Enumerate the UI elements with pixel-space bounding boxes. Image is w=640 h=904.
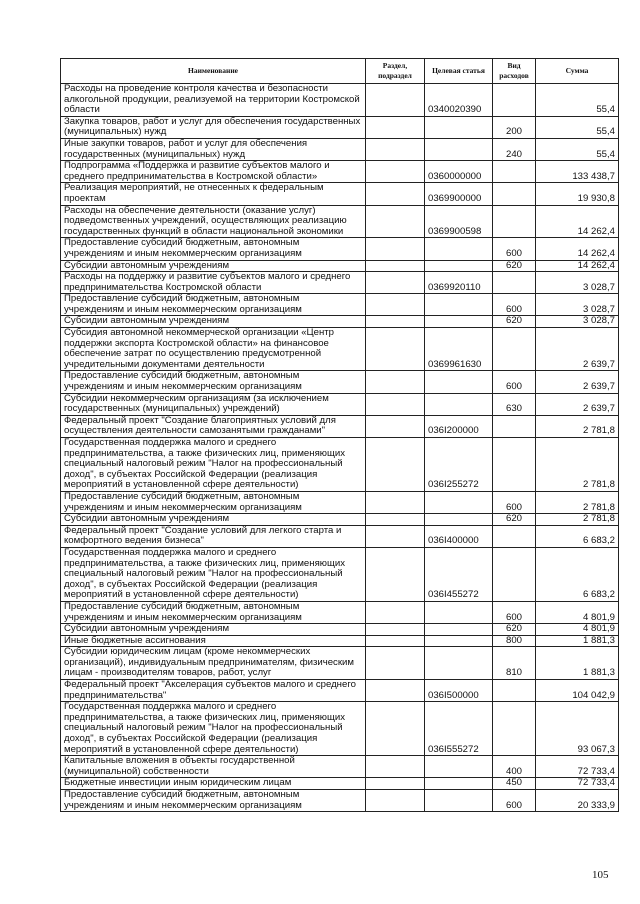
- row-target-cell: [425, 294, 493, 316]
- table-body: [61, 84, 619, 812]
- row-target-cell: [425, 260, 493, 272]
- row-sum-cell: 19 930,8: [536, 183, 619, 205]
- row-sum-cell: 14 262,4: [536, 238, 619, 260]
- row-name-cell: Предоставление субсидий бюджетным, автономным учреждениям и иным некоммерческим организациям: [61, 491, 366, 513]
- row-type-cell: 620: [493, 260, 536, 272]
- row-type-cell: 600: [493, 238, 536, 260]
- table-row: [61, 547, 619, 601]
- table-header-row: [61, 59, 619, 84]
- row-type-cell: 620: [493, 514, 536, 526]
- row-type-cell: [493, 415, 536, 437]
- row-sum-cell: 2 639,7: [536, 328, 619, 371]
- table-row: [61, 601, 619, 623]
- row-type-cell: 400: [493, 756, 536, 778]
- table-row: [61, 702, 619, 756]
- table-row: [61, 635, 619, 647]
- row-type-cell: 450: [493, 778, 536, 790]
- row-type-cell: 600: [493, 294, 536, 316]
- row-sum-cell: 1 881,3: [536, 635, 619, 647]
- table-row: [61, 491, 619, 513]
- row-type-cell: 600: [493, 601, 536, 623]
- row-target-cell: [425, 138, 493, 160]
- row-sum-cell: 3 028,7: [536, 316, 619, 328]
- row-name-cell: Федеральный проект "Акселерация субъектов малого и среднего предпринимательства": [61, 680, 366, 702]
- row-section-cell: [366, 393, 425, 415]
- row-name-cell: Предоставление субсидий бюджетным, автономным учреждениям и иным некоммерческим организациям: [61, 294, 366, 316]
- row-target-cell: 0340020390: [425, 84, 493, 117]
- row-name-cell: Субсидии автономным учреждениям: [61, 316, 366, 328]
- row-section-cell: [366, 547, 425, 601]
- table-row: [61, 647, 619, 680]
- row-type-cell: [493, 438, 536, 492]
- row-target-cell: 0369900598: [425, 205, 493, 238]
- row-target-cell: [425, 601, 493, 623]
- row-sum-cell: 4 801,9: [536, 601, 619, 623]
- row-section-cell: [366, 116, 425, 138]
- table-row: [61, 778, 619, 790]
- row-type-cell: [493, 183, 536, 205]
- row-section-cell: [366, 790, 425, 812]
- row-type-cell: 800: [493, 635, 536, 647]
- table-row: [61, 790, 619, 812]
- row-target-cell: 036I400000: [425, 525, 493, 547]
- row-type-cell: [493, 702, 536, 756]
- row-target-cell: 036I255272: [425, 438, 493, 492]
- table-row: [61, 525, 619, 547]
- table-row: [61, 238, 619, 260]
- row-section-cell: [366, 238, 425, 260]
- row-sum-cell: 2 781,8: [536, 438, 619, 492]
- table-row: [61, 116, 619, 138]
- row-sum-cell: 2 781,8: [536, 415, 619, 437]
- table-row: [61, 393, 619, 415]
- row-type-cell: 620: [493, 624, 536, 636]
- row-name-cell: Федеральный проект "Создание благоприятных условий для осуществления деятельности самозанятыми гражданами": [61, 415, 366, 437]
- column-header-sum: Сумма: [536, 59, 619, 84]
- table-row: [61, 756, 619, 778]
- row-sum-cell: 55,4: [536, 116, 619, 138]
- row-target-cell: [425, 635, 493, 647]
- row-name-cell: Иные бюджетные ассигнования: [61, 635, 366, 647]
- row-section-cell: [366, 601, 425, 623]
- row-type-cell: [493, 84, 536, 117]
- row-type-cell: [493, 161, 536, 183]
- row-name-cell: Капитальные вложения в объекты государственной (муниципальной) собственности: [61, 756, 366, 778]
- row-sum-cell: 14 262,4: [536, 205, 619, 238]
- row-target-cell: [425, 116, 493, 138]
- row-section-cell: [366, 756, 425, 778]
- row-sum-cell: 3 028,7: [536, 272, 619, 294]
- page-number: 105: [592, 869, 609, 881]
- row-sum-cell: 72 733,4: [536, 778, 619, 790]
- row-section-cell: [366, 316, 425, 328]
- row-section-cell: [366, 647, 425, 680]
- column-header-type: Вид расходов: [493, 59, 536, 84]
- table-row: [61, 161, 619, 183]
- row-target-cell: 036I555272: [425, 702, 493, 756]
- table-row: [61, 138, 619, 160]
- table-row: [61, 680, 619, 702]
- row-type-cell: 600: [493, 491, 536, 513]
- table-row: [61, 294, 619, 316]
- row-target-cell: 036I200000: [425, 415, 493, 437]
- row-section-cell: [366, 680, 425, 702]
- row-type-cell: [493, 547, 536, 601]
- row-name-cell: Предоставление субсидий бюджетным, автономным учреждениям и иным некоммерческим организациям: [61, 601, 366, 623]
- row-target-cell: 0369900000: [425, 183, 493, 205]
- row-section-cell: [366, 702, 425, 756]
- row-sum-cell: 2 781,8: [536, 514, 619, 526]
- row-name-cell: Субсидии автономным учреждениям: [61, 624, 366, 636]
- row-section-cell: [366, 183, 425, 205]
- row-type-cell: 620: [493, 316, 536, 328]
- row-target-cell: [425, 647, 493, 680]
- row-section-cell: [366, 294, 425, 316]
- row-name-cell: Государственная поддержка малого и среднего предпринимательства, а также физических лиц, применяющих специальный налоговый режим "Налог на профессиональный доход", в субъектах Российской Федерации (реализация мероприятий в установленной сфере деятельности): [61, 547, 366, 601]
- row-target-cell: 036I455272: [425, 547, 493, 601]
- row-section-cell: [366, 260, 425, 272]
- table-row: [61, 624, 619, 636]
- row-sum-cell: 6 683,2: [536, 547, 619, 601]
- row-section-cell: [366, 624, 425, 636]
- row-section-cell: [366, 525, 425, 547]
- column-header-target: Целевая статья: [425, 59, 493, 84]
- column-header-section: Раздел, подраздел: [366, 59, 425, 84]
- row-sum-cell: 55,4: [536, 84, 619, 117]
- row-target-cell: [425, 316, 493, 328]
- table-row: [61, 415, 619, 437]
- row-sum-cell: 2 639,7: [536, 371, 619, 393]
- row-name-cell: Субсидии юридическим лицам (кроме некоммерческих организаций), индивидуальным предпринимателям, физическим лицам - производителям товаров, работ, услуг: [61, 647, 366, 680]
- table-row: [61, 328, 619, 371]
- row-section-cell: [366, 138, 425, 160]
- row-type-cell: [493, 680, 536, 702]
- row-name-cell: Расходы на обеспечение деятельности (оказание услуг) подведомственных учреждений, осуществляющих реализацию государственных функций в области национальной экономики: [61, 205, 366, 238]
- row-type-cell: 630: [493, 393, 536, 415]
- row-type-cell: 200: [493, 116, 536, 138]
- row-name-cell: Предоставление субсидий бюджетным, автономным учреждениям и иным некоммерческим организациям: [61, 371, 366, 393]
- row-type-cell: [493, 272, 536, 294]
- row-type-cell: 810: [493, 647, 536, 680]
- row-sum-cell: 133 438,7: [536, 161, 619, 183]
- row-target-cell: [425, 514, 493, 526]
- row-type-cell: [493, 205, 536, 238]
- row-type-cell: 240: [493, 138, 536, 160]
- row-target-cell: [425, 371, 493, 393]
- row-section-cell: [366, 328, 425, 371]
- row-name-cell: Субсидии автономным учреждениям: [61, 260, 366, 272]
- table-row: [61, 316, 619, 328]
- row-section-cell: [366, 491, 425, 513]
- table-row: [61, 514, 619, 526]
- row-sum-cell: 2 639,7: [536, 393, 619, 415]
- row-sum-cell: 14 262,4: [536, 260, 619, 272]
- table-row: [61, 371, 619, 393]
- row-name-cell: Расходы на поддержку и развитие субъектов малого и среднего предпринимательства Костромской области: [61, 272, 366, 294]
- row-name-cell: Закупка товаров, работ и услуг для обеспечения государственных (муниципальных) нужд: [61, 116, 366, 138]
- row-name-cell: Федеральный проект "Создание условий для легкого старта и комфортного ведения бизнеса": [61, 525, 366, 547]
- row-name-cell: Государственная поддержка малого и среднего предпринимательства, а также физических лиц, применяющих специальный налоговый режим "Налог на профессиональный доход", в субъектах Российской Федерации (реализация мероприятий в установленной сфере деятельности): [61, 438, 366, 492]
- row-target-cell: 0369920110: [425, 272, 493, 294]
- row-name-cell: Предоставление субсидий бюджетным, автономным учреждениям и иным некоммерческим организациям: [61, 790, 366, 812]
- row-target-cell: [425, 756, 493, 778]
- row-sum-cell: 55,4: [536, 138, 619, 160]
- row-target-cell: 0360000000: [425, 161, 493, 183]
- row-section-cell: [366, 415, 425, 437]
- row-target-cell: [425, 393, 493, 415]
- row-section-cell: [366, 205, 425, 238]
- row-target-cell: [425, 624, 493, 636]
- row-section-cell: [366, 161, 425, 183]
- row-target-cell: 036I500000: [425, 680, 493, 702]
- table-row: [61, 272, 619, 294]
- row-target-cell: [425, 790, 493, 812]
- row-target-cell: [425, 778, 493, 790]
- row-name-cell: Реализация мероприятий, не отнесенных к федеральным проектам: [61, 183, 366, 205]
- row-sum-cell: 72 733,4: [536, 756, 619, 778]
- row-sum-cell: 1 881,3: [536, 647, 619, 680]
- row-target-cell: [425, 491, 493, 513]
- row-type-cell: [493, 328, 536, 371]
- table-row: [61, 84, 619, 117]
- row-name-cell: Субсидия автономной некоммерческой организации «Центр поддержки экспорта Костромской области» на финансовое обеспечение затрат по осуществлению предусмотренной учредительными документами деятельности: [61, 328, 366, 371]
- row-target-cell: 0369961630: [425, 328, 493, 371]
- row-section-cell: [366, 514, 425, 526]
- row-name-cell: Бюджетные инвестиции иным юридическим лицам: [61, 778, 366, 790]
- row-name-cell: Подпрограмма «Поддержка и развитие субъектов малого и среднего предпринимательства в Костромской области»: [61, 161, 366, 183]
- row-type-cell: 600: [493, 371, 536, 393]
- table-row: [61, 205, 619, 238]
- row-name-cell: Предоставление субсидий бюджетным, автономным учреждениям и иным некоммерческим организациям: [61, 238, 366, 260]
- row-section-cell: [366, 778, 425, 790]
- row-section-cell: [366, 438, 425, 492]
- row-section-cell: [366, 84, 425, 117]
- row-sum-cell: 93 067,3: [536, 702, 619, 756]
- row-sum-cell: 104 042,9: [536, 680, 619, 702]
- table-row: [61, 438, 619, 492]
- row-section-cell: [366, 371, 425, 393]
- row-sum-cell: 20 333,9: [536, 790, 619, 812]
- row-name-cell: Иные закупки товаров, работ и услуг для обеспечения государственных (муниципальных) нужд: [61, 138, 366, 160]
- row-name-cell: Субсидии некоммерческим организациям (за исключением государственных (муниципальных) учреждений): [61, 393, 366, 415]
- row-sum-cell: 6 683,2: [536, 525, 619, 547]
- row-name-cell: Государственная поддержка малого и среднего предпринимательства, а также физических лиц, применяющих специальный налоговый режим "Налог на профессиональный доход", в субъектах Российской Федерации (реализация мероприятий в установленной сфере деятельности): [61, 702, 366, 756]
- row-section-cell: [366, 272, 425, 294]
- column-header-name: Наименование: [61, 59, 366, 84]
- row-name-cell: Расходы на проведение контроля качества и безопасности алкогольной продукции, реализуемой на территории Костромской области: [61, 84, 366, 117]
- table-row: [61, 183, 619, 205]
- budget-table: [60, 58, 619, 812]
- row-type-cell: 600: [493, 790, 536, 812]
- table-row: [61, 260, 619, 272]
- row-sum-cell: 3 028,7: [536, 294, 619, 316]
- row-sum-cell: 4 801,9: [536, 624, 619, 636]
- row-section-cell: [366, 635, 425, 647]
- row-target-cell: [425, 238, 493, 260]
- row-name-cell: Субсидии автономным учреждениям: [61, 514, 366, 526]
- row-sum-cell: 2 781,8: [536, 491, 619, 513]
- row-type-cell: [493, 525, 536, 547]
